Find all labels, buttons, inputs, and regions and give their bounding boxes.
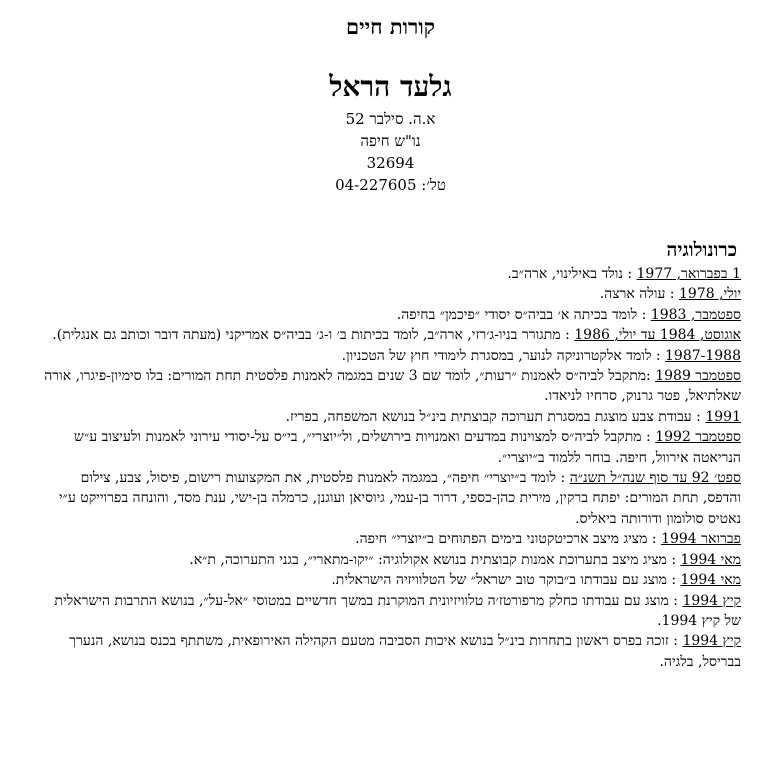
chronology-entry — [40, 427, 741, 468]
address-line: א.ה. סילבר 52 — [345, 110, 436, 128]
entry-date: 1991 — [705, 408, 741, 425]
entry-date: יולי, 1978 — [678, 286, 741, 303]
chronology-entry — [40, 305, 741, 325]
chronology-entry — [40, 529, 741, 549]
entry-date: ספטמבר 1992 — [655, 429, 741, 446]
chronology-list — [40, 264, 741, 672]
entry-text: : עבודת צבע מוצגת במסגרת תערוכה קבוצתית בינ״ל בנושא המשפחה, בפריז. — [285, 408, 701, 425]
entry-date: מאי 1994 — [680, 572, 741, 589]
chronology-entry — [40, 325, 741, 345]
chronology-entry — [40, 346, 741, 366]
entry-date: ספטמבר 1989 — [655, 368, 741, 385]
entry-text: : נולד באילינוי, ארה״ב. — [507, 266, 633, 282]
entry-text: : זוכה בפרס ראשון בתחרות בינ״ל בנושא איכות הסביבה מטעם הקהילה האירופאית, משתתף בכנס בנושא, הנערך בבריסל, בלגיה. — [69, 633, 741, 670]
phone-line: טל׳: 04-227605 — [335, 176, 446, 194]
entry-date: 1987-1988 — [665, 347, 741, 364]
city-line: נו"ש חיפה — [360, 132, 421, 150]
chronology-title: כרונולוגיה — [666, 239, 737, 261]
person-name: גלעד הראל — [329, 70, 452, 103]
entry-text: : מתקבל לביה״ס למצוינות במדעים ואמנויות בירושלים, ול״יוצרי״, בי״ס על-יסודי עירוני לאמנות ולעיצוב ע״ש הנריאטה אירוול, חיפה. בוחר ללמוד ב״יוצרי״. — [74, 429, 741, 466]
chronology-entry — [40, 284, 741, 304]
zip-line: 32694 — [366, 154, 415, 172]
chronology-entry — [40, 407, 741, 427]
entry-date: ספט׳ 92 עד סוף שנה״ל תשנ״ה — [569, 470, 741, 487]
entry-date: פברואר 1994 — [661, 531, 741, 548]
entry-text: : מוצג עם עבודתו ב״בוקר טוב ישראל״ של הטלוויזיה הישראלית. — [331, 572, 677, 589]
entry-text: : לומד ב״יוצרי״ חיפה״, במגמה לאמנות פלסטית, את המקצועות רישום, פיסול, צבע, צילום והדפס, תחת המורים: יפתח ברקין, מירית כהן-כספי, דרור בן-עמי, גיוסיאן ועוגנן, כרמלה בן-ישי, ענת מסד, והונחה בפרוייקט ע״י נאטיס סולומון ודורותה ביאליס. — [58, 470, 741, 527]
entry-date: קיץ 1994 — [682, 633, 741, 650]
document-title: קורות חיים — [346, 14, 435, 39]
entry-date: 1 בפברואר, 1977 — [636, 266, 741, 282]
entry-text: : לומד בכיתה א׳ בביה״ס יסודי ״פיכמן״ בחיפה. — [396, 306, 647, 323]
contact-block — [0, 108, 781, 196]
chronology-entry — [40, 366, 741, 407]
entry-date: ספטמבר, 1983 — [650, 306, 741, 323]
entry-text: : לומד אלקטרוניקה לנוער, במסגרת לימודי חוץ של הטכניון. — [341, 347, 661, 364]
entry-date: אוגוסט, 1984 עד יולי, 1986 — [574, 327, 741, 344]
entry-text: :מתקבל לביה״ס לאמנות ״רעות״, לומד שם 3 שנים במגמה לאמנות פלסטית תחת המורים: בלו סימיון-פיגרו, אורה שאלתיאל, פטר גרנוק, סרחיו לניאדו. — [44, 368, 741, 405]
entry-text: : מציג מיצב ארכיטקטוני בימים הפתוחים ב״יוצרי״ חיפה. — [355, 531, 657, 548]
entry-text: : מוצג עם עבודתו כחלק מרפורטז׳ה טלוויזיונית המוקרנת במשך חדשיים במטוסי ״אל-על״, בנושא התרבות הישראלית של קיץ 1994. — [54, 592, 741, 629]
entry-text: : מציג מיצב בתערוכת אמנות קבוצתית בנושא אקולוגיה: ״יקו-מתארי״, בגני התערוכה, ת״א. — [189, 551, 677, 568]
chronology-entry — [40, 550, 741, 570]
chronology-entry — [40, 468, 741, 529]
chronology-entry — [40, 591, 741, 632]
entry-text: : עולה ארצה. — [599, 286, 675, 303]
entry-text: : מתגורר בניו-ג׳רזי, ארה״ב, לומד בכיתות ב׳ ו-ג׳ בביה״ס אמריקני (מעתה דובר וכותב גם אנגלית). — [52, 327, 570, 344]
chronology-entry — [40, 631, 741, 672]
chronology-entry — [40, 570, 741, 590]
chronology-entry — [40, 264, 741, 284]
entry-date: קיץ 1994 — [682, 592, 741, 609]
entry-date: מאי 1994 — [680, 551, 741, 568]
